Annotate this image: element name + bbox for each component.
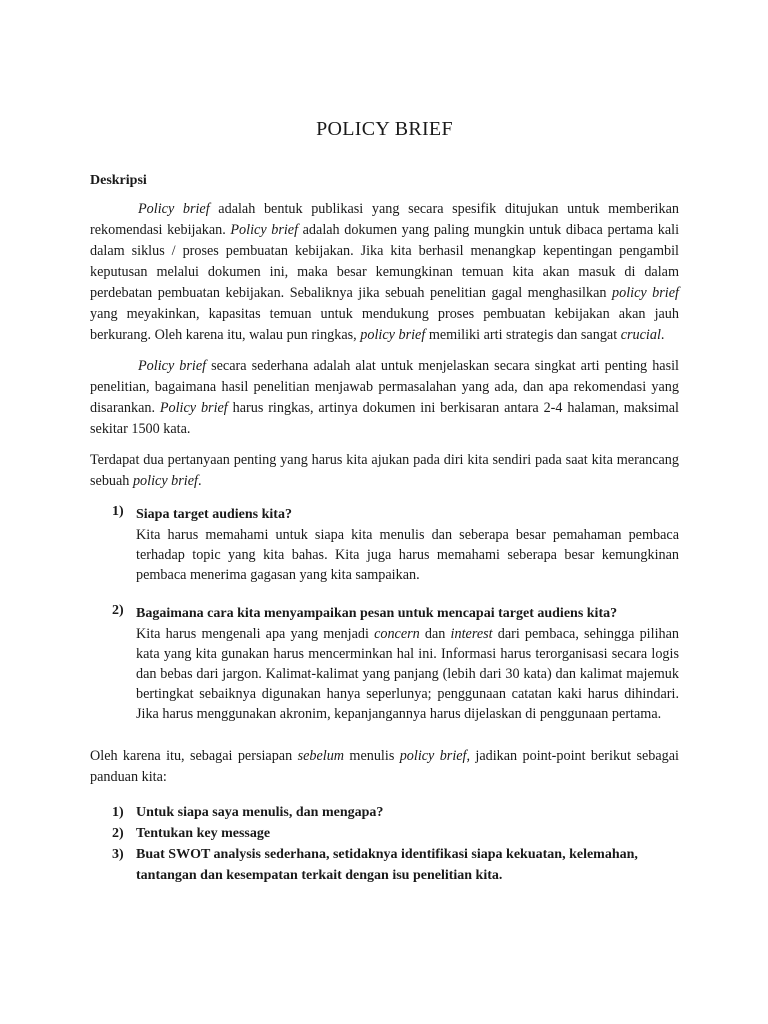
paragraph-text: harus ringkas, artinya dokumen ini berkisaran antara 2-4 halaman, maksimal sekitar 1500 kata. bbox=[90, 400, 679, 437]
paragraph-text: jadikan point-point berikut sebagai panduan kita: bbox=[90, 748, 679, 785]
question-list bbox=[90, 504, 679, 724]
guide-list bbox=[90, 802, 679, 886]
emphasis: policy brief, bbox=[399, 748, 471, 764]
paragraph-text: secara sederhana adalah alat untuk menjelaskan secara singkat arti penting hasil penelitian, bagaimana hasil penelitian menjawab permasalahan yang ada, dan apa rekomendasi yang disarankan. bbox=[90, 358, 679, 416]
guide-text: Tentukan key message bbox=[136, 826, 271, 841]
list-item bbox=[90, 844, 679, 886]
paragraph-definition bbox=[90, 199, 679, 346]
question-title: Siapa target audiens kita? bbox=[136, 507, 292, 522]
paragraph-text: adalah dokumen yang paling mungkin untuk dibaca pertama kali dalam siklus / proses pembuatan kebijakan. Jika kita berhasil menangkap kepentingan pengambil keputusan melalui dokumen ini, maka besar kemungkinan temuan kita akan masuk di dalam perdebatan pembuatan kebijakan. Sebaliknya jika sebuah penelitian gagal menghasilkan bbox=[90, 222, 680, 301]
guide-text: Buat SWOT analysis sederhana, setidaknya identifikasi siapa kekuatan, kelemahan, tantangan dan kesempatan terkait dengan isu penelitian kita. bbox=[136, 847, 638, 883]
section-heading-deskripsi: Deskripsi bbox=[90, 173, 147, 188]
page-title: POLICY BRIEF bbox=[316, 118, 453, 140]
emphasis: policy brief bbox=[612, 285, 679, 301]
list-item bbox=[90, 823, 679, 844]
emphasis: policy brief bbox=[360, 327, 426, 343]
question-title: Bagaimana cara kita menyampaikan pesan untuk mencapai target audiens kita? bbox=[136, 606, 618, 621]
paragraph-text: memiliki arti strategis dan sangat bbox=[425, 327, 621, 343]
emphasis: policy brief bbox=[132, 473, 198, 489]
emphasis: sebelum bbox=[297, 748, 345, 764]
guide-text: Untuk siapa saya menulis, dan mengapa? bbox=[136, 805, 384, 820]
question-body bbox=[136, 624, 679, 724]
emphasis: Policy brief bbox=[138, 201, 210, 217]
emphasis: Policy brief bbox=[230, 222, 299, 238]
paragraph-questions-intro bbox=[90, 450, 679, 492]
paragraph-text: Kita harus mengenali apa yang menjadi bbox=[136, 626, 375, 642]
list-number: 2) bbox=[112, 826, 124, 841]
list-item bbox=[90, 603, 679, 724]
question-body: Kita harus memahami untuk siapa kita menulis dan seberapa besar pemahaman pembaca terhadap topic yang kita bahas. Kita juga harus memahami seberapa besar kemungkinan pembaca menerima gagasan yang kita sampaikan. bbox=[136, 527, 679, 583]
list-item bbox=[90, 802, 679, 823]
paragraph-text: dari pembaca, sehingga pilihan kata yang kita gunakan harus mencerminkan hal ini. Informasi harus terorganisasi secara logis dan bebas dari jargon. Kalimat-kalimat yang panjang (lebih dari 30 kata) dan kalimat majemuk bertingkat sebaiknya digunakan hanya seperlunya; penggunaan catatan kaki harus dihindari. Jika harus menggunakan akronim, kepanjangannya harus dijelaskan di penggunaan pertama. bbox=[136, 626, 679, 722]
emphasis: Policy brief bbox=[138, 358, 207, 374]
list-item bbox=[90, 504, 679, 585]
paragraph-text: dan bbox=[419, 626, 451, 642]
list-number: 2) bbox=[112, 603, 124, 618]
paragraph-text: adalah bentuk publikasi yang secara spesifik ditujukan untuk memberikan rekomendasi kebijakan. bbox=[90, 201, 679, 238]
paragraph-text: Oleh karena itu, sebagai persiapan bbox=[90, 748, 298, 764]
emphasis: concern bbox=[374, 626, 420, 642]
paragraph-text: yang meyakinkan, kapasitas temuan untuk mendukung proses pembuatan kebijakan akan jauh berkurang. Oleh karena itu, walau pun ringkas, bbox=[90, 306, 679, 343]
list-number: 1) bbox=[112, 504, 124, 519]
paragraph-text: . bbox=[660, 327, 665, 343]
paragraph-text: Terdapat dua pertanyaan penting yang harus kita ajukan pada diri kita sendiri pada saat kita merancang sebuah bbox=[90, 452, 679, 489]
list-number: 1) bbox=[112, 805, 124, 820]
paragraph-guide-intro bbox=[90, 746, 679, 788]
emphasis: Policy brief bbox=[159, 400, 228, 416]
emphasis: interest bbox=[450, 626, 493, 642]
paragraph-text: menulis bbox=[344, 748, 400, 764]
paragraph-text: . bbox=[197, 473, 202, 489]
emphasis: crucial bbox=[620, 327, 661, 343]
paragraph-summary bbox=[90, 356, 679, 440]
list-number: 3) bbox=[112, 847, 124, 862]
